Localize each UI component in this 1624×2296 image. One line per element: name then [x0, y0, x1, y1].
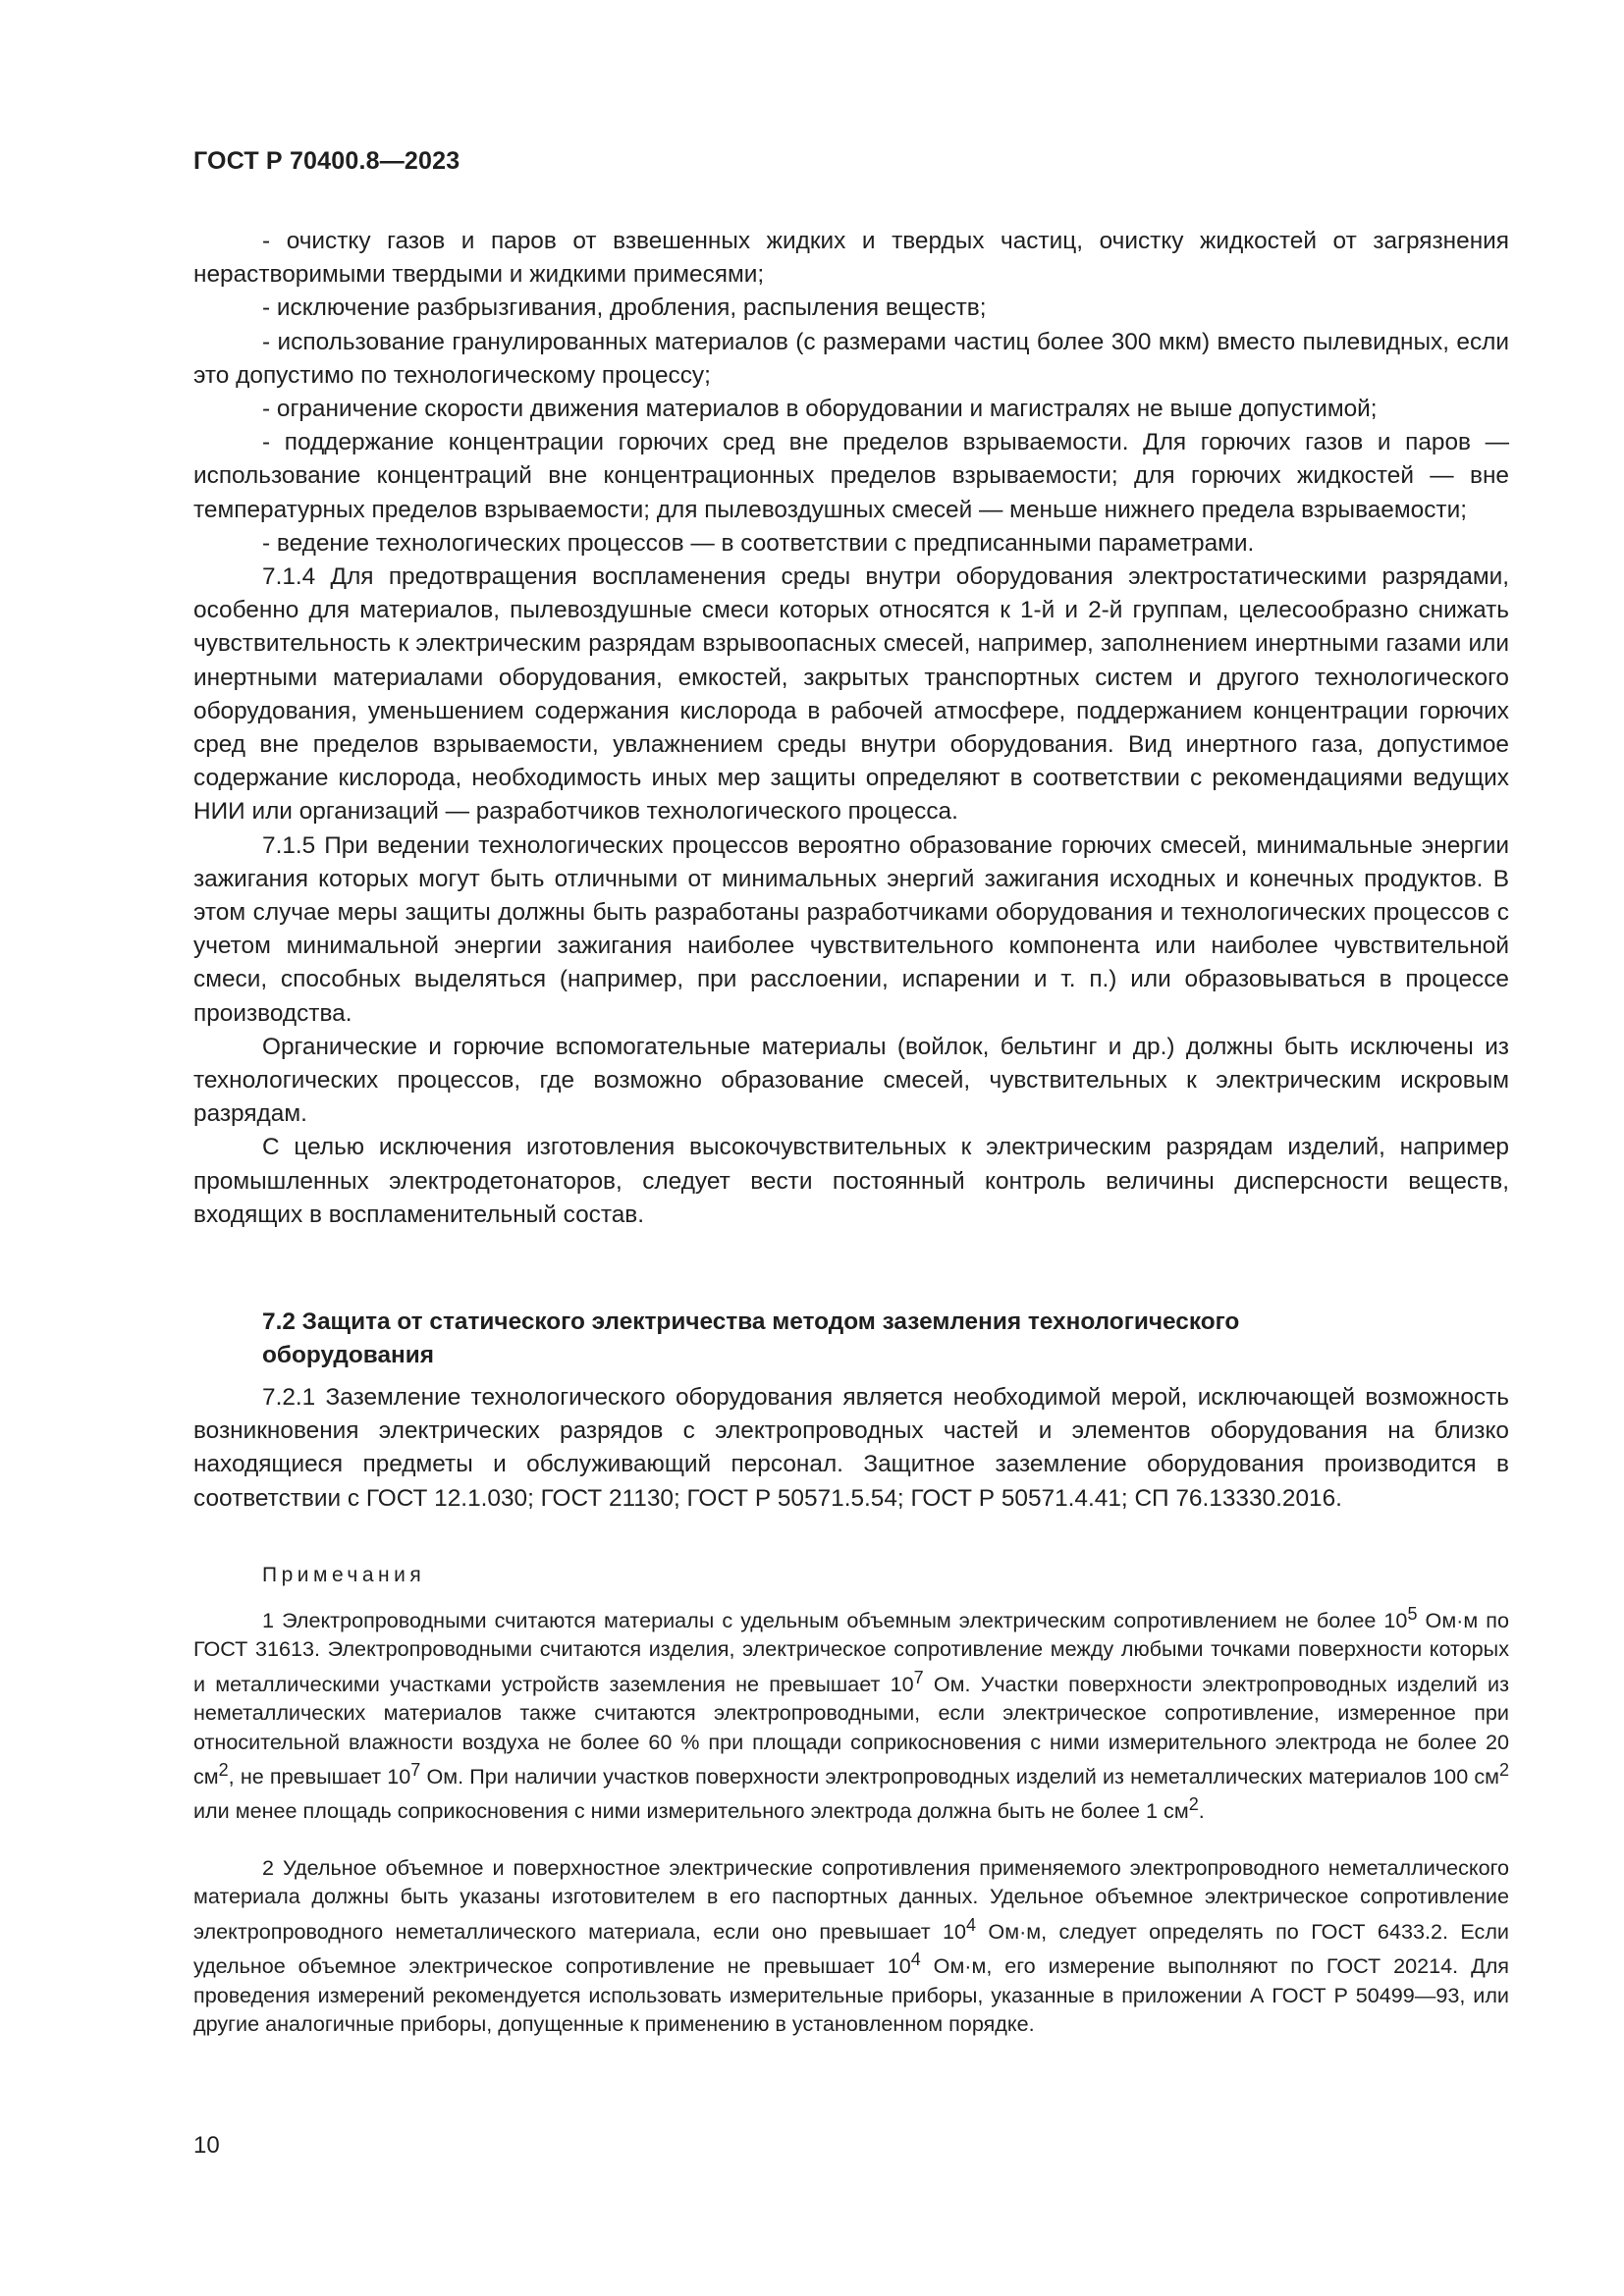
superscript: 2: [218, 1759, 229, 1780]
section-heading: 7.2 Защита от статического электричества методом заземления технологического оборудования: [262, 1308, 1240, 1368]
superscript: 2: [1499, 1759, 1510, 1780]
page-number: 10: [193, 2132, 220, 2159]
section-text: [193, 1381, 1509, 1516]
note-text: , не превышает 10: [228, 1764, 411, 1789]
paragraph: - ведение технологических процессов — в соответствии с предписанными параметрами.: [262, 529, 1255, 557]
note-text: Ом·м, следует определять по ГОСТ 6433.2. Если удельное объемное электрическое сопротивление не превышает 10: [193, 1918, 1509, 1979]
paragraph: 7.2.1 Заземление технологического оборудования является необходимой мерой, исключающей возможность возникновения электрических разрядов с электропроводных частей и элементов оборудования на близко находящиеся предметы и обслуживающий персонал. Защитное заземление оборудования производится в соответствии с ГОСТ 12.1.030; ГОСТ 21130; ГОСТ Р 50571.5.54; ГОСТ Р 50571.4.41; СП 76.13330.2016.: [193, 1384, 1509, 1512]
superscript: 4: [910, 1949, 921, 1970]
paragraph: - очистку газов и паров от взвешенных жидких и твердых частиц, очистку жидкостей от загрязнения нерастворимыми твердыми и жидкими примесями;: [193, 228, 1509, 289]
paragraph: 7.1.5 При ведении технологических процессов вероятно образование горючих смесей, минимальные энергии зажигания которых могут быть отличными от минимальных энергий зажигания исходных и конечных продуктов. В этом случае меры защиты должны быть разработаны разработчиками оборудования и технологических процессов с учетом минимальной энергии зажигания наиболее чувствительного компонента или наиболее чувствительной смеси, способных выделяться (например, при расслоении, испарении и т. п.) или образовываться в процессе производства.: [193, 831, 1509, 1027]
superscript: 5: [1407, 1604, 1418, 1624]
note-1: [193, 1600, 1509, 1826]
note-text: 2 Удельное объемное и поверхностное электрические сопротивления применяемого электропроводного неметаллического материала должны быть указаны изготовителем в его паспортных данных. Удельное объемное электрическое сопротивление электропроводного неметаллического материала, если оно превышает 10: [193, 1855, 1509, 1944]
note-text: 1 Электропроводными считаются материалы с удельным объемным электрическим сопротивлением не более 10: [262, 1608, 1408, 1633]
paragraph: - ограничение скорости движения материалов в оборудовании и магистралях не выше допустимой;: [262, 396, 1378, 423]
body-text: [193, 225, 1509, 1232]
note-text: Ом·м, его измерение выполняют по ГОСТ 20214. Для проведения измерений рекомендуется использовать измерительные приборы, указанные в приложении А ГОСТ Р 50499—93, или другие аналогичные приборы, допущенные к применению в установленном порядке.: [193, 1953, 1509, 2036]
document-header: ГОСТ Р 70400.8—2023: [193, 147, 460, 175]
note-text: Ом. Участки поверхности электропроводных изделий из неметаллических материалов также считаются электропроводными, если электрическое сопротивление, измеренное при относительной влажности воздуха не более 60 % при площади соприкосновения с ними измерительного электрода не более 20 см: [193, 1671, 1510, 1789]
note-text: или менее площадь соприкосновения с ними измерительного электрода должна быть не более 1 см: [193, 1798, 1189, 1824]
note-text: .: [1198, 1798, 1205, 1824]
paragraph: 7.1.4 Для предотвращения воспламенения среды внутри оборудования электростатическими разрядами, особенно для материалов, пылевоздушные смеси которых относятся к 1-й и 2-й группам, целесообразно снижать чувствительность к электрическим разрядам взрывоопасных смесей, например, заполнением инертными газами или инертными материалами оборудования, емкостей, закрытых транспортных систем и другого технологического оборудования, уменьшением содержания кислорода в рабочей атмосфере, поддержанием концентрации горючих сред вне пределов взрываемости, увлажнением среды внутри оборудования. Вид инертного газа, допустимое содержание кислорода, необходимость иных мер защиты определяют в соответствии с рекомендациями ведущих НИИ или организаций — разработчиков технологического процесса.: [193, 563, 1509, 826]
superscript: 7: [410, 1759, 421, 1780]
superscript: 4: [966, 1914, 977, 1935]
superscript: 2: [1188, 1794, 1199, 1815]
note-text: Ом. При наличии участков поверхности электропроводных изделий из неметаллических материалов 100 см: [420, 1764, 1499, 1789]
note-paragraph: [193, 1853, 1509, 2038]
paragraph: С целью исключения изготовления высокочувствительных к электрическим разрядам изделий, например промышленных электродетонаторов, следует вести постоянный контроль величины дисперсности веществ, входящих в воспламенительный состав.: [193, 1134, 1509, 1228]
notes-title: Примечания: [262, 1564, 426, 1586]
paragraph: - исключение разбрызгивания, дробления, распыления веществ;: [262, 294, 987, 322]
paragraph: - поддержание концентрации горючих сред вне пределов взрываемости. Для горючих газов и паров — использование концентраций вне концентрационных пределов взрываемости; для горючих жидкостей — вне температурных пределов взрываемости; для пылевоздушных смесей — меньше нижнего предела взрываемости;: [193, 429, 1509, 523]
note-paragraph: [193, 1600, 1509, 1826]
superscript: 7: [913, 1667, 924, 1687]
paragraph: Органические и горючие вспомогательные материалы (войлок, бельтинг и др.) должны быть исключены из технологических процессов, где возможно образование смесей, чувствительных к электрическим искровым разрядам.: [193, 1033, 1509, 1128]
note-2: [193, 1853, 1509, 2038]
paragraph: - использование гранулированных материалов (с размерами частиц более 300 мкм) вместо пылевидных, если это допустимо по технологическому процессу;: [193, 328, 1509, 389]
note-text: Ом·м по ГОСТ 31613. Электропроводными считаются изделия, электрическое сопротивление между любыми точками поверхности которых и металлическими участками устройств заземления не превышает 10: [193, 1608, 1509, 1696]
